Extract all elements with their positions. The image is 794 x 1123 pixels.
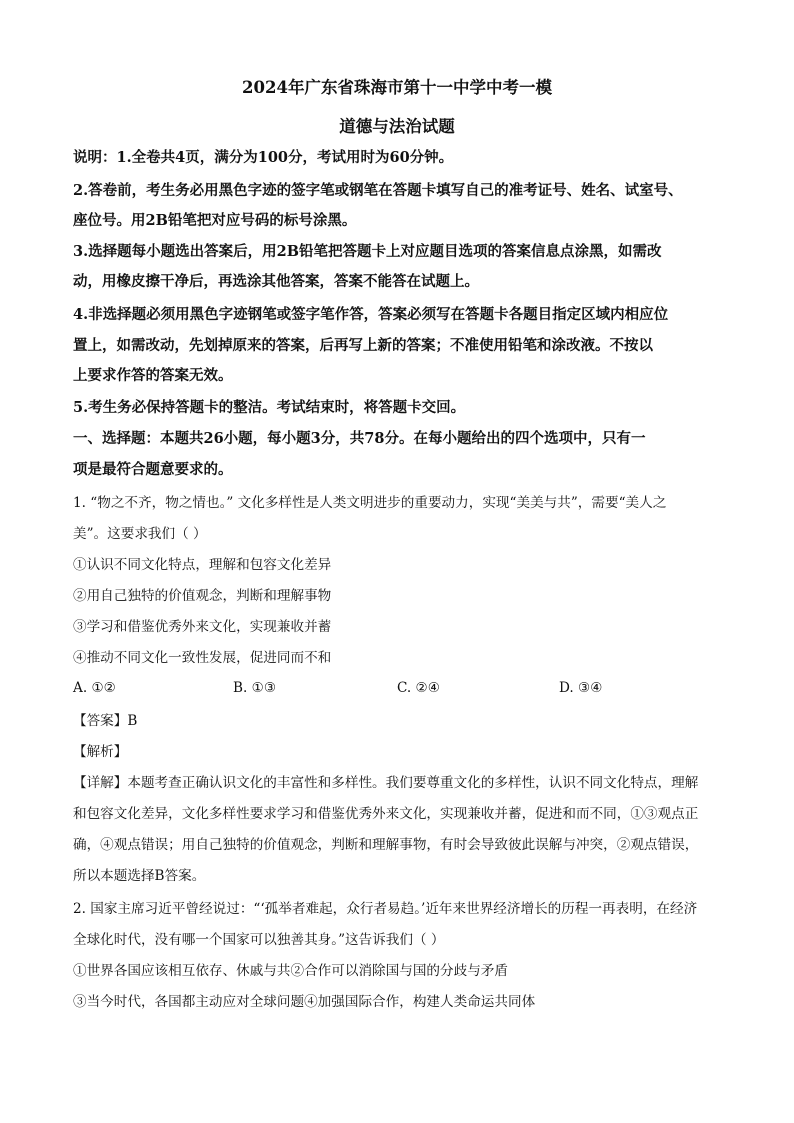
- question-1-option-d: D. ③④: [559, 680, 603, 696]
- exam-title: 2024年广东省珠海市第十一中学中考一模: [242, 78, 552, 97]
- section-heading: 一、选择题：本题共26小题，每小题3分，共78分。在每小题给出的四个选项中，只有一: [73, 430, 646, 447]
- question-2-statement: ①世界各国应该相互依存、休戚与共②合作可以消除国与国的分歧与矛盾: [73, 963, 508, 979]
- question-1-analysis-line: 确，④观点错误；用自己独特的价值观念，判断和理解事物，有时会导致彼此误解与冲突，②观点错误，: [73, 837, 699, 853]
- instruction-line: 座位号。用2B铅笔把对应号码的标号涂黑。: [73, 212, 357, 229]
- question-2-stem: 2. 国家主席习近平曾经说过：“‘孤举者难起，众行者易趋。’近年来世界经济增长的历程一再表明，在经济: [73, 901, 698, 917]
- instruction-line: 4.非选择题必须用黑色字迹钢笔或签字笔作答，答案必须写在答题卡各题目指定区域内相应位: [73, 306, 669, 323]
- instruction-line: 置上，如需改动，先划掉原来的答案，后再写上新的答案；不准使用铅笔和涂改液。不按以: [73, 337, 653, 354]
- question-1-stem: 1. “物之不齐，物之情也。” 文化多样性是人类文明进步的重要动力，实现“美美与共”，需要“美人之: [73, 495, 667, 511]
- exam-subtitle: 道德与法治试题: [339, 117, 455, 136]
- instruction-line: 说明：1.全卷共4页，满分为100分，考试用时为60分钟。: [73, 149, 454, 166]
- question-1-statement: ①认识不同文化特点，理解和包容文化差异: [73, 557, 332, 573]
- question-1-option-b: B. ①③: [233, 680, 277, 696]
- question-1-option-a: A. ①②: [73, 680, 116, 696]
- instruction-line: 3.选择题每小题选出答案后，用2B铅笔把答题卡上对应题目选项的答案信息点涂黑，如需改: [73, 243, 662, 260]
- instruction-line: 2.答卷前，考生务必用黑色字迹的签字笔或钢笔在答题卡填写自己的准考证号、姓名、试室号、: [73, 182, 683, 199]
- section-heading: 项是最符合题意要求的。: [73, 461, 233, 478]
- question-1-stem: 美”。这要求我们（ ）: [73, 526, 207, 542]
- instruction-line: 动，用橡皮擦干净后，再选涂其他答案，答案不能答在试题上。: [73, 273, 479, 290]
- question-1-answer: 【答案】B: [73, 713, 138, 729]
- question-1-statement: ②用自己独特的价值观念，判断和理解事物: [73, 588, 332, 604]
- question-1-analysis-line: 【详解】本题考查正确认识文化的丰富性和多样性。我们要尊重文化的多样性，认识不同文化特点，理解: [73, 775, 699, 791]
- question-1-option-c: C. ②④: [397, 680, 440, 696]
- question-2-stem: 全球化时代，没有哪一个国家可以独善其身。”这告诉我们（ ）: [73, 932, 445, 948]
- question-1-statement: ④推动不同文化一致性发展，促进同而不和: [73, 650, 332, 666]
- question-1-analysis-line: 和包容文化差异，文化多样性要求学习和借鉴优秀外来文化，实现兼收并蓄，促进和而不同，①③观点正: [73, 806, 699, 822]
- question-1-statement: ③学习和借鉴优秀外来文化，实现兼收并蓄: [73, 619, 332, 635]
- question-1-analysis-label: 【解析】: [73, 744, 128, 760]
- question-2-statement: ③当今时代，各国都主动应对全球问题④加强国际合作，构建人类命运共同体: [73, 994, 536, 1010]
- instruction-line: 5.考生务必保持答题卡的整洁。考试结束时，将答题卡交回。: [73, 399, 466, 416]
- instruction-line: 上要求作答的答案无效。: [73, 367, 233, 384]
- question-1-analysis-line: 所以本题选择B答案。: [73, 868, 206, 884]
